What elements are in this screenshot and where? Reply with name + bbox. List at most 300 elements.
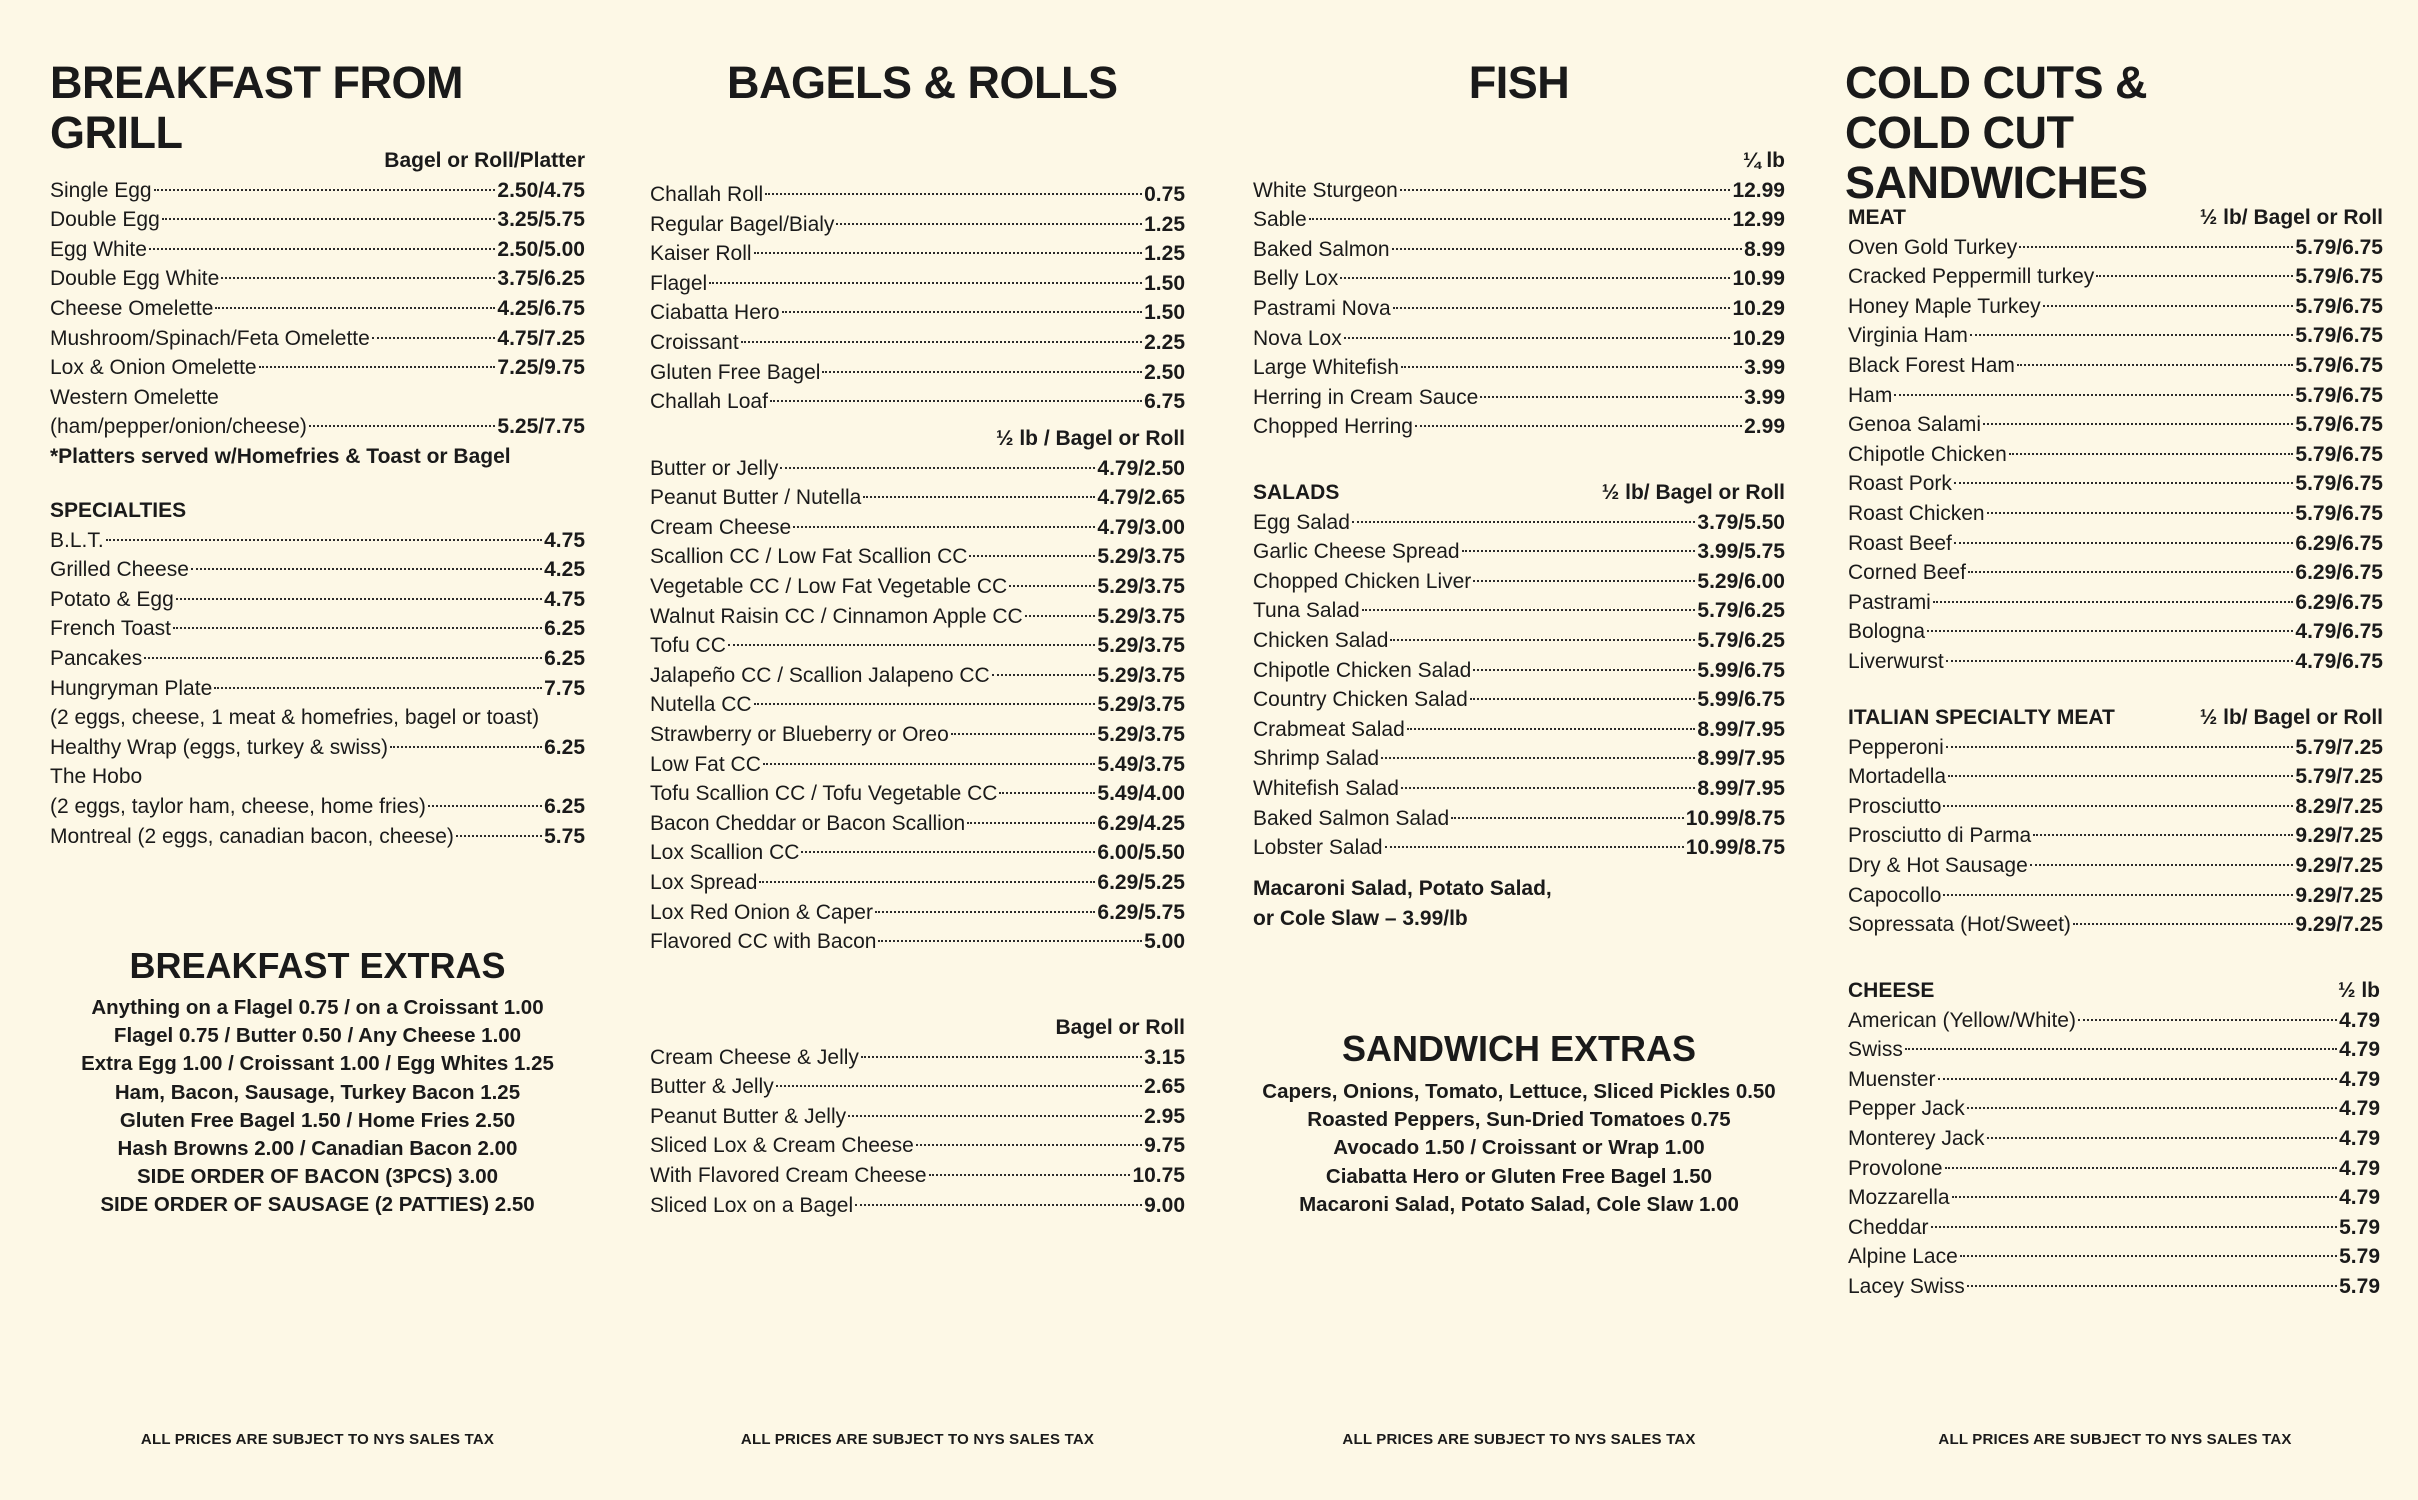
dot-leader	[1938, 1078, 2338, 1080]
menu-item	[1848, 381, 2383, 411]
item-price: 5.00	[1144, 930, 1185, 954]
dot-leader	[2033, 834, 2293, 836]
item-name: Roast Chicken	[1848, 501, 1985, 525]
item-name: Double Egg White	[50, 267, 220, 291]
item-name: Oven Gold Turkey	[1848, 235, 2018, 259]
item-price: 6.29/6.75	[2295, 531, 2383, 555]
fish-header-label: ¼ lb	[1742, 149, 1785, 172]
bread-section	[650, 180, 1185, 417]
menu-item	[650, 661, 1185, 691]
dot-leader	[372, 337, 496, 339]
combo-header	[650, 1013, 1185, 1043]
item-name: Butter or Jelly	[650, 456, 779, 480]
item-name: Ham	[1848, 383, 1893, 407]
menu-item	[1848, 1124, 2380, 1154]
menu-item	[1253, 774, 1785, 804]
dot-leader	[215, 307, 495, 309]
item-price: 4.79	[2339, 1156, 2380, 1180]
menu-item	[650, 838, 1185, 868]
item-price: 6.75	[1144, 390, 1185, 414]
item-name: Potato & Egg	[50, 587, 174, 611]
item-name: Pastrami Nova	[1253, 296, 1391, 320]
menu-item	[1848, 1035, 2380, 1065]
menu-item	[1848, 821, 2383, 851]
specialties-section	[50, 496, 585, 851]
platter-note: *Platters served w/Homefries & Toast or Bagel	[50, 444, 511, 468]
item-name: Lox Spread	[650, 870, 758, 894]
item-price: 3.25/5.75	[497, 208, 585, 232]
dot-leader	[754, 703, 1096, 705]
item-name: Mozzarella	[1848, 1186, 1950, 1210]
menu-item	[650, 1191, 1185, 1221]
dot-leader	[1946, 660, 2294, 662]
menu-item	[1848, 529, 2383, 559]
menu-item	[650, 868, 1185, 898]
menu-item	[1848, 1006, 2380, 1036]
item-name: Pepper Jack	[1848, 1097, 1965, 1121]
item-price: 5.79/6.25	[1697, 599, 1785, 623]
item-name: Mortadella	[1848, 765, 1947, 789]
specialties-header-label: SPECIALTIES	[50, 499, 187, 522]
item-price: 9.75	[1144, 1134, 1185, 1158]
item-name: Baked Salmon	[1253, 237, 1390, 261]
menu-item	[50, 644, 585, 674]
extras-line: Flagel 0.75 / Butter 0.50 / Any Cheese 1.00	[113, 1024, 522, 1048]
hungryman-desc: (2 eggs, cheese, 1 meat & homefries, bagel or toast)	[50, 706, 540, 730]
menu-item	[1848, 292, 2383, 322]
dot-leader	[875, 911, 1095, 913]
item-name: Tofu Scallion CC / Tofu Vegetable CC	[650, 782, 998, 806]
item-price: 5.79/6.75	[2295, 383, 2383, 407]
item-name: Corned Beef	[1848, 561, 1966, 585]
dot-leader	[154, 189, 496, 191]
item-name: Butter & Jelly	[650, 1075, 774, 1099]
menu-item	[1848, 351, 2383, 381]
dot-leader	[969, 555, 1095, 557]
menu-item	[1848, 588, 2383, 618]
dot-leader	[836, 223, 1142, 225]
item-name: Bacon Cheddar or Bacon Scallion	[650, 811, 966, 835]
item-name: Country Chicken Salad	[1253, 688, 1468, 712]
dot-leader	[709, 282, 1142, 284]
meat-header-right: ½ lb/ Bagel or Roll	[2199, 206, 2383, 229]
menu-item	[1253, 537, 1785, 567]
item-price: 5.79	[2339, 1274, 2380, 1298]
item-name: Lacey Swiss	[1848, 1274, 1965, 1298]
dot-leader	[861, 1056, 1142, 1058]
item-price: 6.29/5.25	[1097, 870, 1185, 894]
item-price: 9.29/7.25	[2295, 883, 2383, 907]
item-name: Peanut Butter & Jelly	[650, 1104, 847, 1128]
macaroni-note	[1253, 874, 1785, 933]
item-price: 6.25	[544, 617, 585, 641]
item-name: Virginia Ham	[1848, 324, 1968, 348]
item-name: Provolone	[1848, 1156, 1943, 1180]
dot-leader	[754, 252, 1143, 254]
item-price: 8.99/7.95	[1697, 717, 1785, 741]
menu-item	[650, 542, 1185, 572]
menu-item	[650, 720, 1185, 750]
item-price: 2.50/4.75	[497, 178, 585, 202]
dot-leader	[1948, 775, 2293, 777]
item-price: 4.79	[2339, 1008, 2380, 1032]
item-name: Peanut Butter / Nutella	[650, 486, 862, 510]
dot-leader	[855, 1204, 1142, 1206]
menu-item	[50, 822, 585, 852]
menu-item	[650, 269, 1185, 299]
menu-item	[1253, 235, 1785, 265]
dot-leader	[1362, 609, 1696, 611]
item-price: 8.29/7.25	[2295, 794, 2383, 818]
dot-leader	[428, 805, 542, 807]
dot-leader	[992, 674, 1096, 676]
item-name: Pastrami	[1848, 590, 1931, 614]
dot-leader	[765, 193, 1142, 195]
bread-list	[650, 180, 1185, 417]
item-price: 3.99	[1744, 356, 1785, 380]
menu-item	[1253, 264, 1785, 294]
menu-item	[50, 235, 585, 265]
item-name: French Toast	[50, 617, 172, 641]
item-price: 5.79/6.75	[2295, 294, 2383, 318]
dot-leader	[2073, 923, 2293, 925]
menu-item	[1848, 851, 2383, 881]
italian-header-right: ½ lb/ Bagel or Roll	[2199, 706, 2383, 729]
menu-item	[650, 328, 1185, 358]
item-name: Challah Roll	[650, 183, 764, 206]
dot-leader	[456, 835, 542, 837]
italian-header-left: ITALIAN SPECIALTY MEAT	[1848, 706, 2115, 729]
item-name: Healthy Wrap (eggs, turkey & swiss)	[50, 735, 389, 759]
menu-item	[1848, 410, 2383, 440]
dot-leader	[759, 881, 1095, 883]
item-name: Sopressata (Hot/Sweet)	[1848, 913, 2071, 937]
menu-item	[1253, 715, 1785, 745]
item-price: 6.29/6.75	[2295, 590, 2383, 614]
dot-leader	[793, 526, 1095, 528]
dot-leader	[1470, 698, 1696, 700]
item-name: Double Egg	[50, 208, 160, 232]
dot-leader	[1473, 669, 1695, 671]
item-price: 10.29	[1732, 296, 1785, 320]
extras-line: Ham, Bacon, Sausage, Turkey Bacon 1.25	[114, 1080, 521, 1104]
macaroni-line-2: or Cole Slaw – 3.99/lb	[1253, 906, 1468, 930]
menu-item	[650, 750, 1185, 780]
item-price: 4.75/7.25	[497, 326, 585, 350]
dot-leader	[1952, 1196, 2338, 1198]
hobo-name: The Hobo	[50, 765, 143, 789]
menu-item	[650, 631, 1185, 661]
dot-leader	[1381, 757, 1695, 759]
item-name: Crabmeat Salad	[1253, 717, 1405, 741]
menu-item	[1848, 1242, 2380, 1272]
item-name: Cream Cheese & Jelly	[650, 1045, 859, 1069]
item-price: 5.49/3.75	[1097, 752, 1185, 776]
item-name: Belly Lox	[1253, 267, 1339, 291]
menu-item	[1848, 881, 2383, 911]
combo-list	[650, 1043, 1185, 1221]
italian-list	[1848, 733, 2383, 940]
dot-leader	[1407, 728, 1696, 730]
menu-item	[650, 1072, 1185, 1102]
item-name: Monterey Jack	[1848, 1126, 1985, 1150]
menu-item	[650, 1043, 1185, 1073]
item-price: 5.79	[2339, 1245, 2380, 1269]
item-name: Lox Red Onion & Caper	[650, 900, 873, 924]
item-price: 5.29/3.75	[1097, 574, 1185, 598]
menu-item	[1848, 440, 2383, 470]
item-price: 7.25/9.75	[497, 356, 585, 380]
dot-leader	[929, 1174, 1131, 1176]
menu-item	[1253, 294, 1785, 324]
menu-item	[650, 387, 1185, 417]
item-price: 8.99/7.95	[1697, 776, 1785, 800]
item-name: Prosciutto	[1848, 794, 1942, 818]
menu-item	[1848, 1065, 2380, 1095]
dot-leader	[770, 400, 1142, 402]
dot-leader	[1392, 248, 1743, 250]
macaroni-line-1: Macaroni Salad, Potato Salad,	[1253, 877, 1552, 900]
dot-leader	[763, 763, 1096, 765]
extras-line: Roasted Peppers, Sun-Dried Tomatoes 0.75	[1307, 1108, 1731, 1132]
item-price: 4.79/6.75	[2295, 649, 2383, 673]
item-name: Tofu CC	[650, 634, 726, 658]
item-price: 4.79/2.65	[1097, 486, 1185, 510]
menu-item	[1253, 596, 1785, 626]
dot-leader	[2078, 1019, 2337, 1021]
sandwich-extras-list	[1253, 1078, 1785, 1219]
item-name: Honey Maple Turkey	[1848, 294, 2041, 318]
item-name: Tuna Salad	[1253, 599, 1360, 623]
dot-leader	[1480, 396, 1742, 398]
extras-line: Gluten Free Bagel 1.50 / Home Fries 2.50	[119, 1108, 516, 1132]
item-price: 8.99/7.95	[1697, 747, 1785, 771]
item-price: 10.99	[1732, 267, 1785, 291]
dot-leader	[1943, 894, 2293, 896]
menu-item	[1848, 1183, 2380, 1213]
menu-item	[1253, 383, 1785, 413]
item-price: 5.29/3.75	[1097, 545, 1185, 569]
item-price: 5.29/3.75	[1097, 634, 1185, 658]
extras-line: SIDE ORDER OF BACON (3PCS) 3.00	[136, 1165, 499, 1189]
menu-item	[1848, 233, 2383, 263]
menu-item	[50, 614, 585, 644]
dot-leader	[728, 644, 1096, 646]
specialties-list	[50, 526, 585, 704]
dot-leader	[1968, 571, 2293, 573]
menu-item	[1848, 733, 2383, 763]
menu-item	[650, 358, 1185, 388]
item-name: Cheese Omelette	[50, 296, 214, 320]
item-name: Large Whitefish	[1253, 356, 1399, 380]
item-name: Capocollo	[1848, 883, 1942, 907]
menu-item	[650, 454, 1185, 484]
dot-leader	[1943, 805, 2293, 807]
dot-leader	[1983, 423, 2293, 425]
item-price: 0.75	[1144, 183, 1185, 206]
dot-leader	[221, 277, 495, 279]
dot-leader	[1451, 817, 1684, 819]
item-price: 5.79/6.75	[2295, 442, 2383, 466]
menu-item	[650, 1131, 1185, 1161]
dot-leader	[951, 733, 1096, 735]
item-name: Lobster Salad	[1253, 836, 1383, 860]
dot-leader	[1967, 1107, 2337, 1109]
fish-list	[1253, 176, 1785, 442]
dot-leader	[2043, 305, 2294, 307]
item-price: 5.79/6.75	[2295, 413, 2383, 437]
item-price: 5.79/6.75	[2295, 265, 2383, 289]
italian-section	[1848, 703, 2383, 940]
western-omelette-price: 5.25/7.75	[497, 415, 585, 439]
fish-header	[1253, 146, 1785, 176]
item-price: 10.75	[1132, 1163, 1185, 1187]
item-name: Alpine Lace	[1848, 1245, 1958, 1269]
dot-leader	[2096, 275, 2293, 277]
menu-item	[50, 324, 585, 354]
item-price: 5.29/3.75	[1097, 604, 1185, 628]
cheese-header-right: ½ lb	[2337, 979, 2380, 1002]
item-price: 4.79	[2339, 1186, 2380, 1210]
menu-item	[650, 1161, 1185, 1191]
extras-line: Hash Browns 2.00 / Canadian Bacon 2.00	[117, 1137, 518, 1161]
dot-leader	[1401, 787, 1696, 789]
menu-item	[1848, 792, 2383, 822]
item-price: 9.29/7.25	[2295, 853, 2383, 877]
dot-leader	[390, 746, 542, 748]
dot-leader	[1954, 542, 2294, 544]
item-price: 1.50	[1144, 271, 1185, 295]
item-name: Baked Salmon Salad	[1253, 806, 1450, 830]
dot-leader	[967, 822, 1095, 824]
dot-leader	[2009, 453, 2294, 455]
item-name: Sliced Lox & Cream Cheese	[650, 1134, 914, 1158]
menu-item	[650, 602, 1185, 632]
hobo-price: 6.25	[544, 794, 585, 818]
item-name: B.L.T.	[50, 528, 104, 552]
item-name: Low Fat CC	[650, 752, 761, 776]
dot-leader	[173, 627, 542, 629]
item-price: 6.29/6.75	[2295, 561, 2383, 585]
menu-item	[1253, 833, 1785, 863]
dot-leader	[191, 568, 542, 570]
menu-item	[650, 210, 1185, 240]
item-name: Roast Pork	[1848, 472, 1952, 496]
item-price: 2.25	[1144, 330, 1185, 354]
dot-leader	[916, 1144, 1142, 1146]
breakfast-from-grill-title: BREAKFAST FROM GRILL	[50, 57, 463, 158]
item-price: 5.79/6.75	[2295, 472, 2383, 496]
item-price: 5.29/3.75	[1097, 693, 1185, 717]
menu-item	[1848, 1213, 2380, 1243]
item-price: 5.79/7.25	[2295, 735, 2383, 759]
item-name: Sable	[1253, 208, 1307, 232]
menu-item	[1848, 1154, 2380, 1184]
item-name: Kaiser Roll	[650, 242, 752, 266]
salads-list	[1253, 508, 1785, 863]
menu-item	[1253, 353, 1785, 383]
item-price: 5.79/6.75	[2295, 324, 2383, 348]
meat-list	[1848, 233, 2383, 677]
item-price: 4.79/6.75	[2295, 620, 2383, 644]
menu-item	[1253, 176, 1785, 206]
dot-leader	[309, 425, 496, 427]
item-name: Grilled Cheese	[50, 558, 189, 582]
item-price: 5.99/6.75	[1697, 658, 1785, 682]
dot-leader	[259, 366, 496, 368]
extras-line: Extra Egg 1.00 / Croissant 1.00 / Egg Whites 1.25	[81, 1052, 554, 1076]
item-price: 6.29/4.25	[1097, 811, 1185, 835]
menu-item	[1253, 412, 1785, 442]
item-name: Chipotle Chicken	[1848, 442, 2007, 466]
item-price: 12.99	[1732, 208, 1785, 232]
sales-tax-footer: ALL PRICES ARE SUBJECT TO NYS SALES TAX	[740, 1431, 1095, 1448]
spreads-section	[650, 424, 1185, 957]
item-name: Liverwurst	[1848, 649, 1944, 673]
item-price: 4.79	[2339, 1126, 2380, 1150]
item-price: 4.79	[2339, 1067, 2380, 1091]
item-name: Chicken Salad	[1253, 628, 1389, 652]
menu-item	[1253, 744, 1785, 774]
menu-item	[650, 298, 1185, 328]
menu-item	[50, 555, 585, 585]
item-price: 4.75	[544, 587, 585, 611]
item-name: Single Egg	[50, 178, 152, 202]
item-price: 3.99	[1744, 385, 1785, 409]
item-price: 4.75	[544, 528, 585, 552]
menu-item	[1253, 508, 1785, 538]
item-price: 10.99/8.75	[1685, 806, 1785, 830]
cheese-list	[1848, 1006, 2380, 1302]
item-price: 5.79/6.25	[1697, 628, 1785, 652]
item-price: 5.49/4.00	[1097, 782, 1185, 806]
dot-leader	[1987, 512, 2294, 514]
item-price: 4.79/2.50	[1097, 456, 1185, 480]
item-price: 1.25	[1144, 212, 1185, 236]
dot-leader	[1473, 580, 1695, 582]
menu-item	[650, 513, 1185, 543]
menu-item	[1848, 617, 2383, 647]
dot-leader	[1967, 1285, 2337, 1287]
menu-item	[50, 733, 585, 763]
item-price: 4.25/6.75	[497, 296, 585, 320]
fish-title: FISH	[1468, 57, 1570, 108]
item-price: 6.00/5.50	[1097, 841, 1185, 865]
fish-section	[1253, 146, 1785, 442]
item-price: 5.79/7.25	[2295, 765, 2383, 789]
menu-item	[1848, 1094, 2380, 1124]
combo-header-label: Bagel or Roll	[1055, 1016, 1185, 1039]
menu-item	[50, 674, 585, 704]
item-price: 4.25	[544, 558, 585, 582]
salads-section	[1253, 478, 1785, 863]
menu-item	[1253, 205, 1785, 235]
item-price: 8.99	[1744, 237, 1785, 261]
item-name: Herring in Cream Sauce	[1253, 385, 1479, 409]
menu-item	[50, 412, 585, 442]
dot-leader	[1905, 1048, 2337, 1050]
menu-item	[650, 898, 1185, 928]
item-name: Black Forest Ham	[1848, 353, 2015, 377]
dot-leader	[780, 467, 1095, 469]
dot-leader	[176, 598, 542, 600]
item-name: Dry & Hot Sausage	[1848, 853, 2028, 877]
item-price: 4.79/3.00	[1097, 515, 1185, 539]
bagels-rolls-title: BAGELS & ROLLS	[727, 57, 1118, 108]
menu-item	[650, 779, 1185, 809]
extras-line: Macaroni Salad, Potato Salad, Cole Slaw 1.00	[1299, 1192, 1739, 1216]
item-name: Montreal (2 eggs, canadian bacon, cheese)	[50, 824, 454, 848]
